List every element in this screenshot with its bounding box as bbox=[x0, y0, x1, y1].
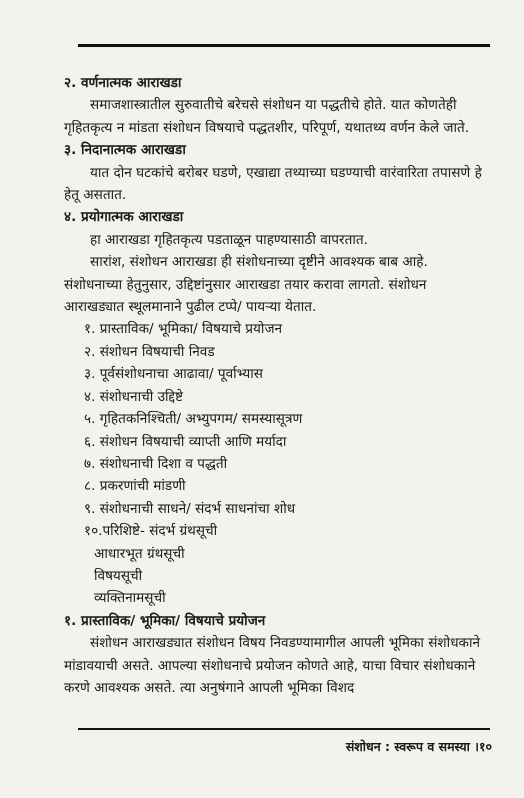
heading-experimental-design: ४. प्रयोगात्मक आराखडा bbox=[64, 209, 184, 226]
list-item: ८. प्रकरणांची मांडणी bbox=[84, 478, 186, 495]
top-rule bbox=[78, 44, 490, 47]
steps-list bbox=[64, 318, 490, 609]
list-item: ५. गृहितकनिश्चिती/ अभ्युपगम/ समस्यासूत्रण bbox=[84, 411, 303, 428]
heading-diagnostic-design: ३. निदानात्मक आराखडा bbox=[64, 142, 186, 159]
paragraph-summary: सारांश, संशोधन आराखडा ही संशोधनाच्या दृष्टीने आवश्यक बाब आहे. संशोधनाच्या हेतुनुसार, उद्दिष्टांनुसार आराखडा तयार करावा लागतो. संशोधन आराखड्यात स्थूलमानाने पुढील टप्पे/ पायऱ्या येतात. bbox=[64, 254, 428, 316]
list-item: ४. संशोधनाची उद्दिष्टे bbox=[84, 388, 184, 405]
heading-descriptive-design: २. वर्णनात्मक आराखडा bbox=[64, 75, 182, 91]
list-item: ३. पूर्वसंशोधनाचा आढावा/ पूर्वाभ्यास bbox=[84, 366, 263, 383]
list-item: १०.परिशिष्टे- संदर्भ ग्रंथसूची bbox=[84, 523, 218, 540]
sub-list-item: व्यक्तिनामसूची bbox=[94, 590, 166, 607]
bottom-rule bbox=[78, 728, 490, 730]
paragraph-diagnostic-design: यात दोन घटकांचे बरोबर घडणे, एखाद्या तथ्याच्या घडण्याची वारंवारिता तपासणे हे हेतू असतात. bbox=[64, 164, 482, 204]
heading-introduction: १. प्रास्ताविक/ भूमिका/ विषयाचे प्रयोजन bbox=[64, 612, 266, 629]
list-item: २. संशोधन विषयाची निवड bbox=[84, 343, 215, 360]
paragraph-experimental-design: हा आराखडा गृहितकृत्य पडताळून पाहण्यासाठी वापरतात. bbox=[90, 231, 368, 248]
list-item: ७. संशोधनाची दिशा व पद्धती bbox=[84, 455, 228, 472]
paragraph-introduction: संशोधन आराखड्यात संशोधन विषय निवडण्यामागील आपली भूमिका संशोधकाने मांडावयाची असते. आपल्या संशोधनाचे प्रयोजन कोणते आहे, याचा विचार संशोधकाने करणे आवश्यक असते. त्या अनुषंगाने आपली भूमिका विशद bbox=[64, 635, 481, 696]
sub-list-item: विषयसूची bbox=[94, 567, 143, 584]
list-item: १. प्रास्ताविक/ भूमिका/ विषयाचे प्रयोजन bbox=[84, 321, 283, 338]
sub-list-item: आधारभूत ग्रंथसूची bbox=[94, 545, 185, 562]
list-item: ९. संशोधनाची साधने/ संदर्भ साधनांचा शोध bbox=[84, 500, 296, 517]
page-body bbox=[64, 72, 490, 699]
paragraph-descriptive-design: समाजशास्त्रातील सुरुवातीचे बरेचसे संशोधन या पद्धतीचे होते. यात कोणतेही गृहितकृत्य न मांडता संशोधन विषयाचे पद्धतशीर, परिपूर्ण, यथातथ्य वर्णन केले जाते. bbox=[64, 97, 470, 136]
list-item: ६. संशोधन विषयाची व्याप्ती आणि मर्यादा bbox=[84, 433, 287, 450]
running-footer: संशोधन : स्वरूप व समस्या ।१० bbox=[345, 739, 492, 754]
